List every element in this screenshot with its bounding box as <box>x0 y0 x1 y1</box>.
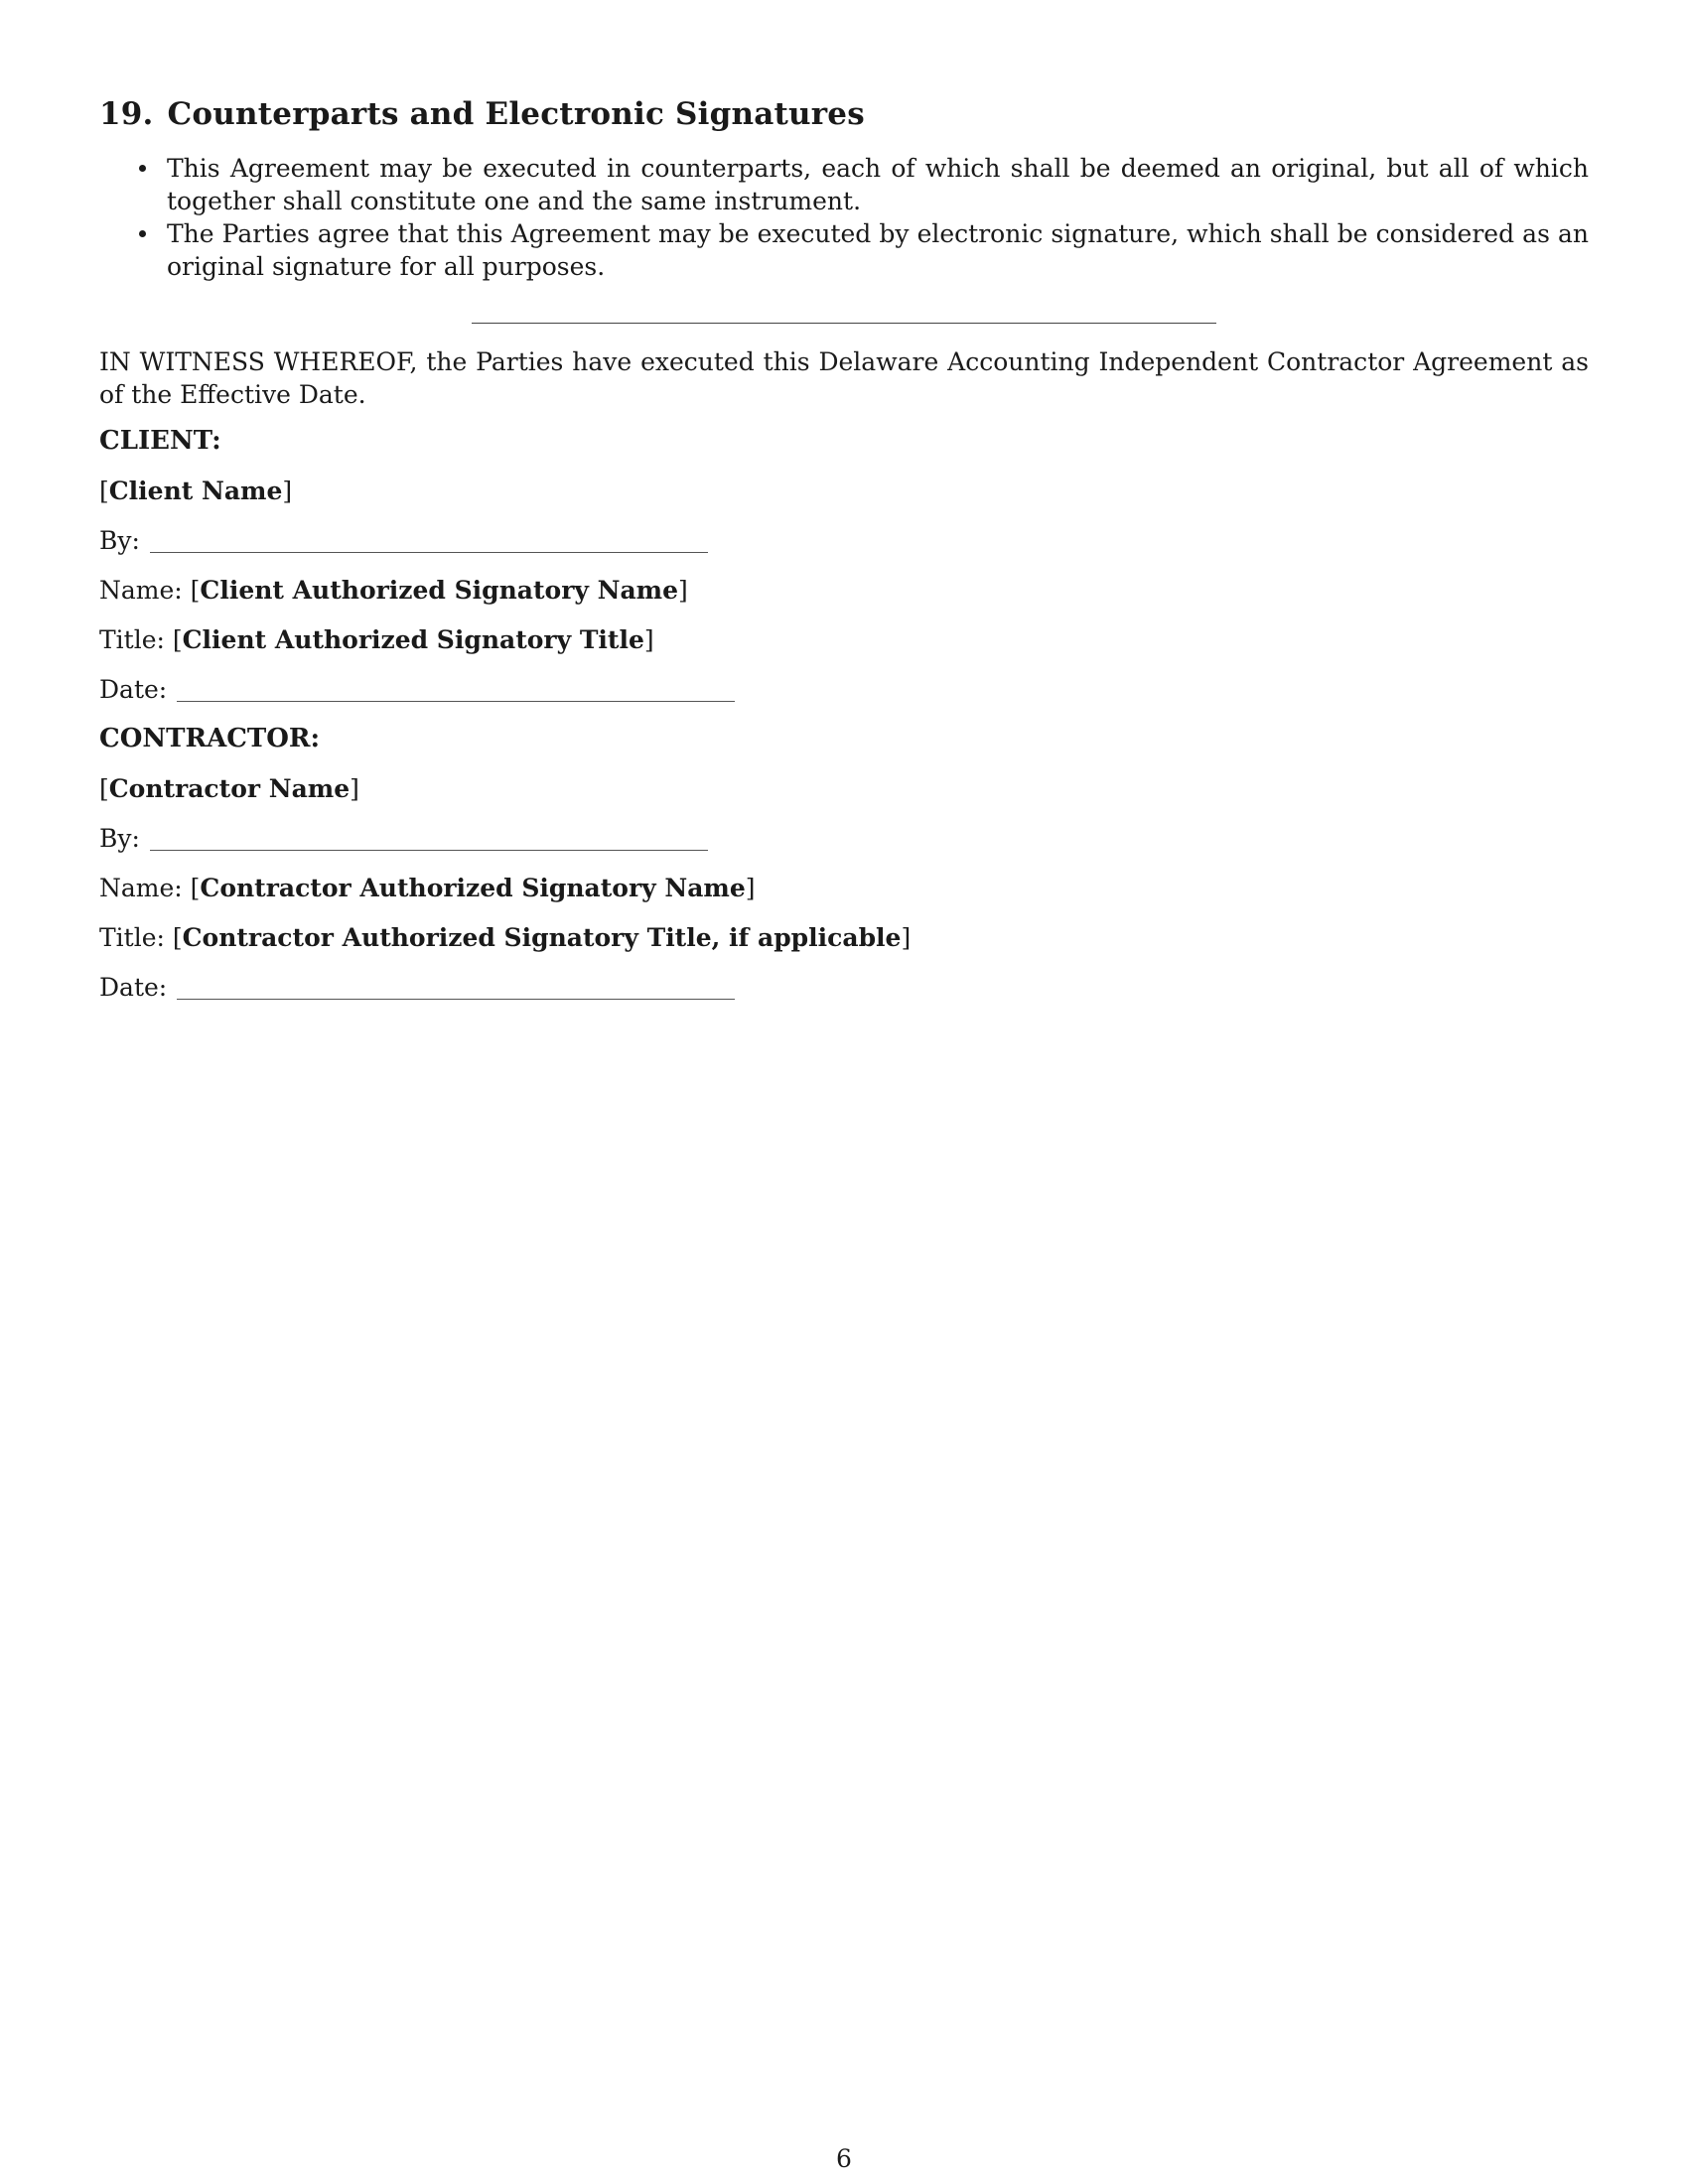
bullet-icon <box>139 230 146 237</box>
client-signature-block <box>99 425 1589 706</box>
section-title: Counterparts and Electronic Signatures <box>167 96 865 132</box>
client-by-label: By: <box>99 526 140 555</box>
page-number: 6 <box>836 2144 852 2173</box>
client-title-label: Title: <box>99 625 165 654</box>
client-date-line <box>99 673 1589 706</box>
list-item <box>99 152 1589 217</box>
client-date-field[interactable] <box>177 701 735 702</box>
contractor-date-field[interactable] <box>177 999 735 1000</box>
contractor-signature-field[interactable] <box>150 850 708 851</box>
contractor-heading: CONTRACTOR: <box>99 724 321 753</box>
bullet-icon <box>139 165 146 172</box>
client-name-label: Name: <box>99 576 183 605</box>
contractor-name-label: Name: <box>99 874 183 902</box>
page-content <box>99 94 1589 1021</box>
client-signatory-title: Client Authorized Signatory Title <box>182 625 644 654</box>
contractor-date-line <box>99 971 1589 1004</box>
contractor-name-placeholder: Contractor Name <box>108 774 351 803</box>
client-signatory-name: Client Authorized Signatory Name <box>200 576 679 605</box>
client-date-label: Date: <box>99 675 168 704</box>
contractor-signatory-name: Contractor Authorized Signatory Name <box>200 874 746 902</box>
contractor-title-label: Title: <box>99 923 165 952</box>
list-item <box>99 217 1589 283</box>
client-signature-field[interactable] <box>150 552 708 553</box>
client-signatory-title-line: Title: [Client Authorized Signatory Title] <box>99 625 654 654</box>
client-name-placeholder: Client Name <box>108 477 283 505</box>
contractor-signatory-name-line: Name: [Contractor Authorized Signatory Name] <box>99 874 756 902</box>
contractor-signatory-title-line: Title: [Contractor Authorized Signatory Title, if applicable] <box>99 923 912 952</box>
client-by-line <box>99 524 1589 557</box>
witness-paragraph: IN WITNESS WHEREOF, the Parties have executed this Delaware Accounting Independent Contractor Agreement as of the Effective Date. <box>99 347 1589 409</box>
section-divider <box>472 323 1216 324</box>
contractor-date-label: Date: <box>99 973 168 1002</box>
contractor-by-label: By: <box>99 824 140 853</box>
section-heading <box>99 94 1589 134</box>
bullet-text: This Agreement may be executed in counterparts, each of which shall be deemed an original, but all of which together shall constitute one and the same instrument. <box>167 154 1589 215</box>
client-signatory-name-line: Name: [Client Authorized Signatory Name] <box>99 576 688 605</box>
contractor-signature-block <box>99 723 1589 1004</box>
contractor-by-line <box>99 822 1589 855</box>
section-number: 19. <box>99 96 154 132</box>
contractor-name-line: [Contractor Name] <box>99 774 359 803</box>
client-name-line: [Client Name] <box>99 477 293 505</box>
contractor-signatory-title: Contractor Authorized Signatory Title, if applicable <box>182 923 902 952</box>
bullet-list <box>99 152 1589 283</box>
client-heading: CLIENT: <box>99 426 221 456</box>
bullet-text: The Parties agree that this Agreement may be executed by electronic signature, which shall be considered as an original signature for all purposes. <box>167 219 1589 281</box>
